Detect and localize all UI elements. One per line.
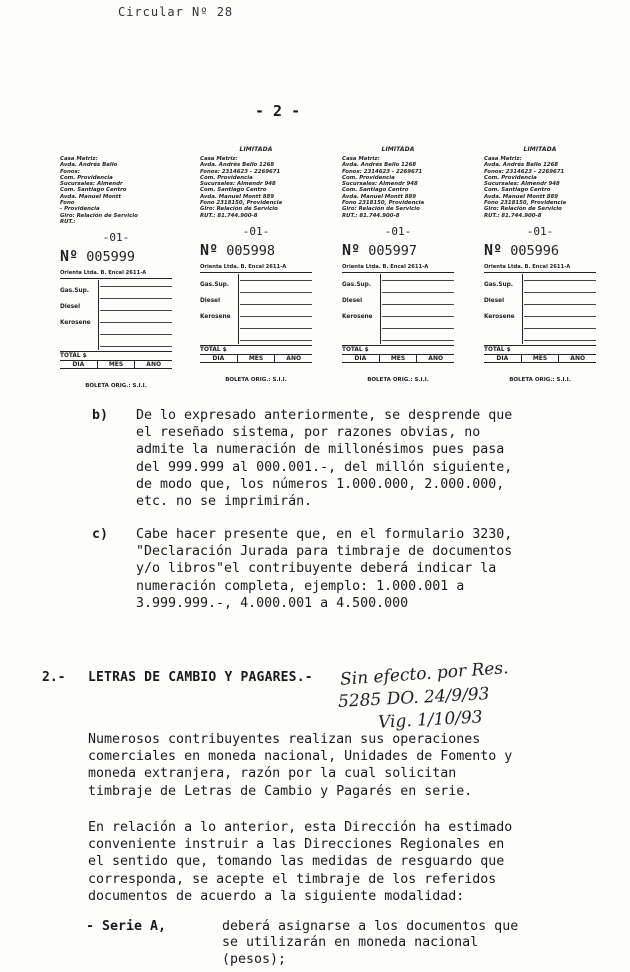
receipt-address-line: Fono 2318150, Providencia: [200, 200, 283, 207]
receipt-line: [240, 292, 312, 293]
receipt-line: [100, 346, 172, 347]
receipt-footer: BOLETA ORIG.: S.I.I.: [85, 383, 147, 390]
receipt-address-line: Com. Santiago Centro: [342, 187, 409, 194]
receipt-address-line: Com. Providencia: [200, 174, 253, 181]
receipt-client: Orienta Ltda. B. Encal 2611-A: [200, 265, 312, 273]
receipt-divider: [380, 274, 381, 344]
receipt-line: [382, 340, 454, 341]
receipt-005999: [60, 146, 172, 396]
paragraph-c: [92, 526, 578, 616]
text-line: documentos de acuerdo a la siguiente modalidad:: [88, 888, 465, 904]
receipt-line: [524, 280, 596, 281]
text-line: corresponda, se acepte el timbraje de los referidos: [88, 871, 497, 887]
paragraph-b-line: de modo que, los números 1.000.000, 2.000.000,: [136, 476, 505, 492]
receipt-address-line: Sucursales: Almendr 948: [484, 181, 560, 188]
receipt-address-line: Avda. Andrés Bello 1268: [342, 162, 417, 169]
receipt-footer: BOLETA ORIG.: S.I.I.: [509, 376, 571, 383]
receipt-number-value: 005996: [510, 242, 559, 259]
section-number: 2.-: [42, 670, 66, 685]
receipt-divider: [522, 274, 523, 344]
receipt-date-cell: MES: [522, 355, 560, 362]
receipt-fuel-label: Gas.Sup.: [342, 281, 371, 288]
receipt-address: [484, 156, 596, 219]
receipt-date-cell: MES: [380, 355, 418, 362]
receipt-total: TOTAL $: [484, 345, 596, 355]
receipt-number: [342, 241, 454, 259]
receipt-date-cell: MES: [98, 361, 136, 368]
receipt-address-line: Casa Matriz:: [60, 156, 98, 162]
receipt-005997: [342, 146, 454, 396]
receipt-client: Orienta Ltda. B. Encal 2611-A: [60, 271, 172, 279]
receipt-body: [484, 274, 596, 344]
receipt-address-line: Sucursales: Almendr 948: [342, 181, 418, 188]
serie-a-text: [222, 919, 576, 968]
receipt-date: [342, 355, 454, 363]
receipt-company: LIMITADA: [239, 146, 273, 153]
receipt-date: [200, 355, 312, 363]
receipt-line: [382, 328, 454, 329]
paragraph-b-label: b): [92, 408, 109, 423]
text-line: comerciales en moneda nacional, Unidades de Fomento y: [88, 749, 513, 765]
text-line: moneda extranjera, razón por la cual solicitan: [88, 766, 457, 782]
receipt-date: [60, 361, 172, 369]
handwritten-note-line: Sin efecto. por Res.: [339, 658, 510, 690]
paragraph-relacion: [88, 819, 576, 905]
receipt-number: [200, 241, 312, 259]
receipt-005998: [200, 146, 312, 396]
receipt-address-line: Casa Matriz:: [200, 156, 238, 162]
receipt-divider: [98, 280, 99, 350]
receipt-address-line: Giro: Relación de Servicio: [484, 206, 562, 213]
receipt-address-line: Fonos: 2314623 - 2269671: [342, 168, 423, 175]
receipt-line: [382, 292, 454, 293]
text-line: deberá asignarse a los documentos que: [222, 919, 519, 934]
text-line: timbraje de Letras de Cambio y Pagarés en serie.: [88, 783, 473, 799]
receipt-line: [240, 316, 312, 317]
paragraph-b-line: admite la numeración de millonésimos pues pasa: [136, 442, 505, 458]
text-line: se utilizarán en moneda nacional: [222, 935, 479, 951]
receipt-line: [100, 310, 172, 311]
receipt-date-cell: AÑO: [146, 361, 162, 369]
receipt-number-value: 005999: [86, 249, 135, 266]
paragraph-b-line: el reseñado sistema, por razones obvias, no: [136, 425, 481, 441]
receipt-fuel-label: Diesel: [200, 297, 221, 304]
receipt-no-label: Nº: [484, 240, 503, 259]
receipt-series: -01-: [384, 224, 412, 238]
receipt-date-cell: DIA: [200, 355, 238, 362]
receipt-date-cell: AÑO: [570, 354, 586, 362]
paragraph-c-line: Cabe hacer presente que, en el formulario 3230,: [136, 527, 513, 542]
receipt-body: [60, 280, 172, 350]
receipt-line: [240, 340, 312, 341]
receipt-line: [524, 340, 596, 341]
receipt-line: [100, 286, 172, 287]
text-line: el sentido que, tomando las medidas de resguardo que: [88, 854, 505, 870]
receipt-address-line: Casa Matriz:: [342, 156, 380, 162]
paragraph-b-line: etc. no se imprimirán.: [136, 494, 313, 510]
receipt-total: TOTAL $: [200, 345, 312, 355]
receipt-address: [60, 156, 172, 225]
receipt-address-line: - Providencia: [60, 206, 100, 213]
receipt-client: Orienta Ltda. B. Encal 2611-A: [484, 265, 596, 273]
receipt-footer: BOLETA ORIG.: S.I.I.: [225, 376, 287, 383]
receipt-address-line: Com. Santiago Centro: [484, 187, 551, 194]
receipt-address-line: RUT.:: [60, 218, 76, 225]
receipt-footer: BOLETA ORIG.: S.I.I.: [367, 376, 429, 383]
receipt-line: [524, 304, 596, 305]
text-line: Numerosos contribuyentes realizan sus operaciones: [88, 732, 481, 747]
receipt-date-cell: AÑO: [428, 354, 444, 362]
receipt-fuel-label: Gas.Sup.: [200, 281, 229, 288]
receipt-series: -01-: [102, 231, 130, 245]
receipt-address-line: Com. Providencia: [484, 174, 537, 181]
paragraph-b-line: De lo expresado anteriormente, se desprende que: [136, 408, 513, 423]
receipt-body: [342, 274, 454, 344]
receipt-address-line: Fono: [60, 200, 75, 207]
receipt-address-line: Giro: Relación de Servicio: [200, 206, 278, 213]
receipt-line: [240, 304, 312, 305]
receipt-line: [524, 328, 596, 329]
receipt-address-line: Sucursales: Almendr 948: [200, 181, 276, 188]
receipt-address-line: Com. Providencia: [342, 174, 395, 181]
circular-header: Circular Nº 28: [118, 5, 234, 19]
paragraph-numerosos: [88, 731, 576, 800]
serie-a-label: - Serie A,: [86, 919, 167, 934]
receipt-address-line: Avda. Manuel Montt 889: [342, 193, 417, 200]
receipt-line: [100, 334, 172, 335]
receipt-date-cell: AÑO: [286, 354, 302, 362]
receipt-address-line: Giro: Relación de Servicio: [60, 212, 138, 219]
receipt-address-line: Fono 2318150, Providencia: [484, 200, 567, 207]
receipt-line: [240, 328, 312, 329]
paragraph-c-line: y/o libros"el contribuyente deberá indicar la: [136, 561, 497, 577]
receipt-address-line: Avda. Manuel Montt 889: [484, 193, 559, 200]
paragraph-b-body: [136, 407, 578, 510]
receipt-address-line: Fono 2318150, Providencia: [342, 200, 425, 207]
receipt-line: [240, 280, 312, 281]
receipt-body: [200, 274, 312, 344]
receipt-address-line: Giro: Relación de Servicio: [342, 206, 420, 213]
receipt-number: [60, 247, 172, 265]
receipt-address-line: RUT.: 81.744.900-8: [342, 212, 400, 219]
receipt-client: Orienta Ltda. B. Encal 2611-A: [342, 265, 454, 273]
receipt-fuel-label: Diesel: [60, 304, 81, 311]
receipt-line: [382, 316, 454, 317]
receipt-date-cell: DIA: [342, 355, 380, 362]
paragraph-b: [92, 407, 578, 513]
receipt-line: [524, 292, 596, 293]
receipt-address-line: Avda. Manuel Montt: [60, 193, 121, 200]
receipt-line: [524, 316, 596, 317]
receipt-address-line: Avda. Andrés Bello 1268: [484, 162, 559, 169]
receipt-line: [100, 322, 172, 323]
receipt-address: [342, 156, 454, 219]
receipt-line: [100, 298, 172, 299]
receipt-fuel-label: Diesel: [484, 297, 505, 304]
receipt-divider: [238, 274, 239, 344]
paragraph-c-body: [136, 526, 578, 612]
receipt-fuel-label: Gas.Sup.: [484, 281, 513, 288]
receipt-total: TOTAL $: [342, 345, 454, 355]
receipt-date-cell: MES: [238, 355, 276, 362]
receipt-number-value: 005997: [368, 242, 417, 259]
receipt-fuel-label: Kerosene: [342, 313, 373, 320]
receipt-series: -01-: [526, 224, 554, 238]
receipt-address-line: Fonos: 2314623 - 2269671: [200, 168, 281, 175]
paragraph-c-line: "Declaración Jurada para timbraje de documentos: [136, 544, 513, 560]
receipt-series: -01-: [242, 224, 270, 238]
receipt-address-line: Sucursales: Almendr: [60, 181, 123, 188]
receipt-line: [382, 304, 454, 305]
section-title: LETRAS DE CAMBIO Y PAGARES.-: [88, 670, 313, 685]
receipt-address-line: RUT.: 81.744.900-8: [200, 212, 258, 219]
receipt-address-line: RUT.: 81.744.900-8: [484, 212, 542, 219]
receipt-address-line: Casa Matriz:: [484, 156, 522, 162]
receipt-fuel-label: Kerosene: [484, 313, 515, 320]
receipt-no-label: Nº: [60, 247, 79, 266]
paragraph-c-line: 3.999.999.-, 4.000.001 a 4.500.000: [136, 595, 409, 611]
receipt-address-line: Com. Providencia: [60, 174, 113, 181]
paragraph-b-line: del 999.999 al 000.001.-, del millón siguiente,: [136, 459, 513, 475]
receipt-number-value: 005998: [226, 242, 275, 259]
text-line: conveniente instruir a las Direcciones Regionales en: [88, 837, 505, 853]
receipt-address-line: Com. Santiago Centro: [200, 187, 267, 194]
receipt-no-label: Nº: [342, 240, 361, 259]
receipt-number: [484, 241, 596, 259]
receipt-address: [200, 156, 312, 219]
paragraph-c-line: numeración completa, ejemplo: 1.000.001 a: [136, 578, 465, 594]
receipt-date-cell: DIA: [484, 355, 522, 362]
receipt-address-line: Avda. Manuel Montt 889: [200, 193, 275, 200]
text-line: En relación a lo anterior, esta Dirección ha estimado: [88, 820, 513, 835]
receipt-fuel-label: Gas.Sup.: [60, 288, 89, 295]
receipt-005996: [484, 146, 596, 396]
receipt-no-label: Nº: [200, 240, 219, 259]
receipt-address-line: Com. Santiago Centro: [60, 187, 127, 194]
receipt-fuel-label: Kerosene: [200, 313, 231, 320]
receipt-date-cell: DIA: [60, 361, 98, 368]
receipt-total: TOTAL $: [60, 351, 172, 361]
receipt-address-line: Fonos: 2314623 - 2269671: [484, 168, 565, 175]
receipt-company: [60, 146, 172, 156]
handwritten-note-line: 5285 DO. 24/9/93: [337, 684, 491, 712]
receipt-company: LIMITADA: [381, 146, 415, 153]
paragraph-c-label: c): [92, 527, 109, 542]
receipt-line: [382, 280, 454, 281]
page-number: - 2 -: [255, 102, 301, 120]
receipt-date: [484, 355, 596, 363]
receipt-address-line: Fonos:: [60, 168, 80, 175]
receipt-fuel-label: Kerosene: [60, 320, 91, 327]
text-line: (pesos);: [222, 951, 287, 967]
receipt-address-line: Avda. Andrés Bello 1268: [200, 162, 275, 169]
handwritten-note-line: Vig. 1/10/93: [377, 707, 484, 733]
receipt-company: LIMITADA: [523, 146, 557, 153]
receipt-fuel-label: Diesel: [342, 297, 363, 304]
receipt-address-line: Avda. Andrés Bello: [60, 162, 118, 169]
